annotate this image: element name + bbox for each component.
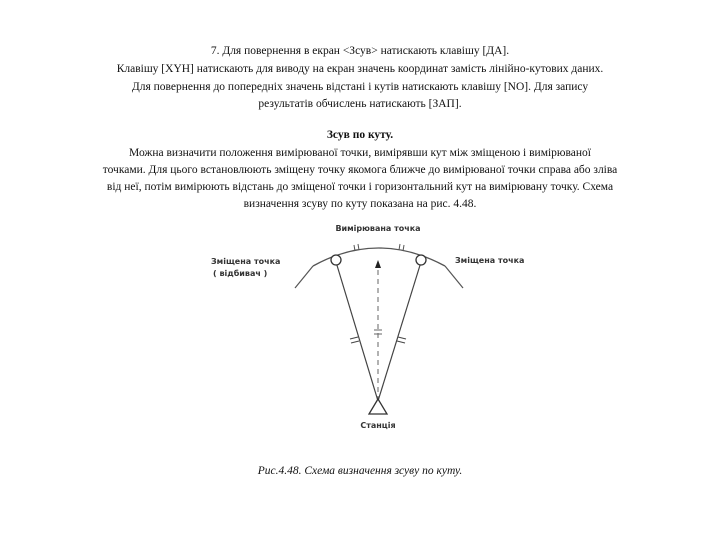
label-measured-point: Вимірювана точка	[335, 224, 421, 233]
measured-point-marker	[375, 260, 381, 268]
arc-extension-left	[295, 266, 313, 288]
instruction-line-2: Клавішу [XYH] натискають для виводу на екран значень координат замість лінійно-кутових даних.	[116, 63, 604, 75]
paragraph-line-2: точками. Для цього встановлюють зміщену точку якомога ближче до вимірюваної точки справа або зліва	[102, 164, 618, 176]
ray-tick	[397, 341, 405, 343]
offset-angle-diagram	[205, 218, 535, 433]
paragraph-line-1: Можна визначити положення вимірюваної точки, вимірявши кут між зміщеною і вимірюваної	[129, 147, 591, 159]
instruction-line-1: 7. Для повернення в екран <Зсув> натискають клавішу [ДА].	[210, 45, 510, 57]
arc-extension-right	[445, 266, 463, 288]
label-offset-left: Зміщена точка	[211, 257, 281, 266]
ray-to-left-offset	[336, 262, 378, 401]
instruction-line-4: результатів обчислень натискають [ЗАП].	[258, 98, 462, 110]
arc-tick	[399, 244, 400, 250]
label-reflector: ( відбивач )	[213, 269, 268, 278]
section-heading: Зсув по куту.	[326, 129, 394, 141]
right-offset-point	[416, 255, 426, 265]
paragraph-line-4: визначення зсуву по куту показана на рис. 4.48.	[243, 198, 477, 210]
station-triangle	[369, 399, 387, 414]
ray-tick	[350, 337, 358, 339]
label-offset-right: Зміщена точка	[455, 256, 525, 265]
ray-tick	[398, 337, 406, 339]
paragraph-line-3: від неї, потім вимірюють відстань до зміщеної точки і горизонтальний кут на вимірювану точку. Схема	[106, 181, 614, 193]
ray-to-right-offset	[378, 262, 421, 401]
figure-caption: Рис.4.48. Схема визначення зсуву по куту.	[257, 465, 463, 477]
label-station: Станція	[360, 421, 396, 430]
left-offset-point	[331, 255, 341, 265]
ray-tick	[351, 341, 359, 343]
instruction-line-3: Для повернення до попередніх значень відстані і кутів натискають клавішу [NO]. Для запису	[131, 81, 589, 93]
